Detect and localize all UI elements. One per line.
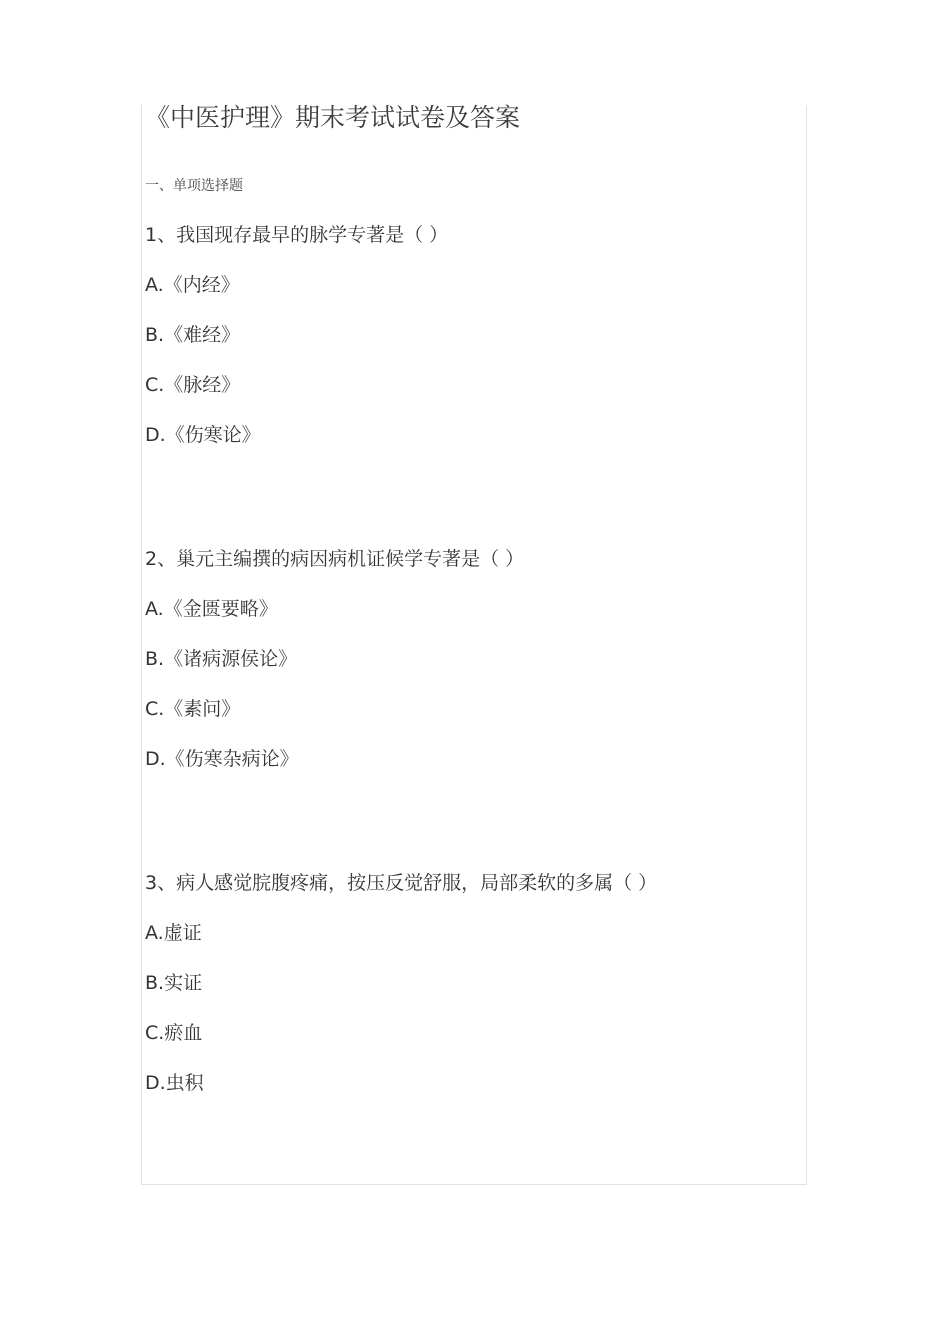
question-3-option-c: C.瘀血 (145, 1022, 203, 1044)
question-2-option-a: A.《金匮要略》 (145, 598, 278, 620)
question-3-option-a: A.虚证 (145, 922, 202, 944)
question-3-option-b: B.实证 (145, 972, 203, 994)
question-1-option-d: D.《伤寒论》 (145, 424, 261, 446)
section-heading: 一、单项选择题 (145, 178, 243, 194)
question-2-option-d: D.《伤寒杂病论》 (145, 748, 299, 770)
question-3-stem: 3、病人感觉脘腹疼痛，按压反觉舒服，局部柔软的多属（ ） (145, 872, 658, 894)
question-2-option-b: B.《诸病源侯论》 (145, 648, 298, 670)
page-title: 《中医护理》期末考试试卷及答案 (145, 103, 521, 132)
question-1-option-b: B.《难经》 (145, 324, 241, 346)
question-3-option-d: D.虫积 (145, 1072, 204, 1094)
question-1-option-a: A.《内经》 (145, 274, 240, 296)
question-2-option-c: C.《素问》 (145, 698, 241, 720)
question-1-option-c: C.《脉经》 (145, 374, 241, 396)
question-2-stem: 2、巢元主编撰的病因病机证候学专著是（ ） (145, 548, 525, 570)
document-frame (141, 105, 807, 1185)
question-1-stem: 1、我国现存最早的脉学专著是（ ） (145, 224, 449, 246)
